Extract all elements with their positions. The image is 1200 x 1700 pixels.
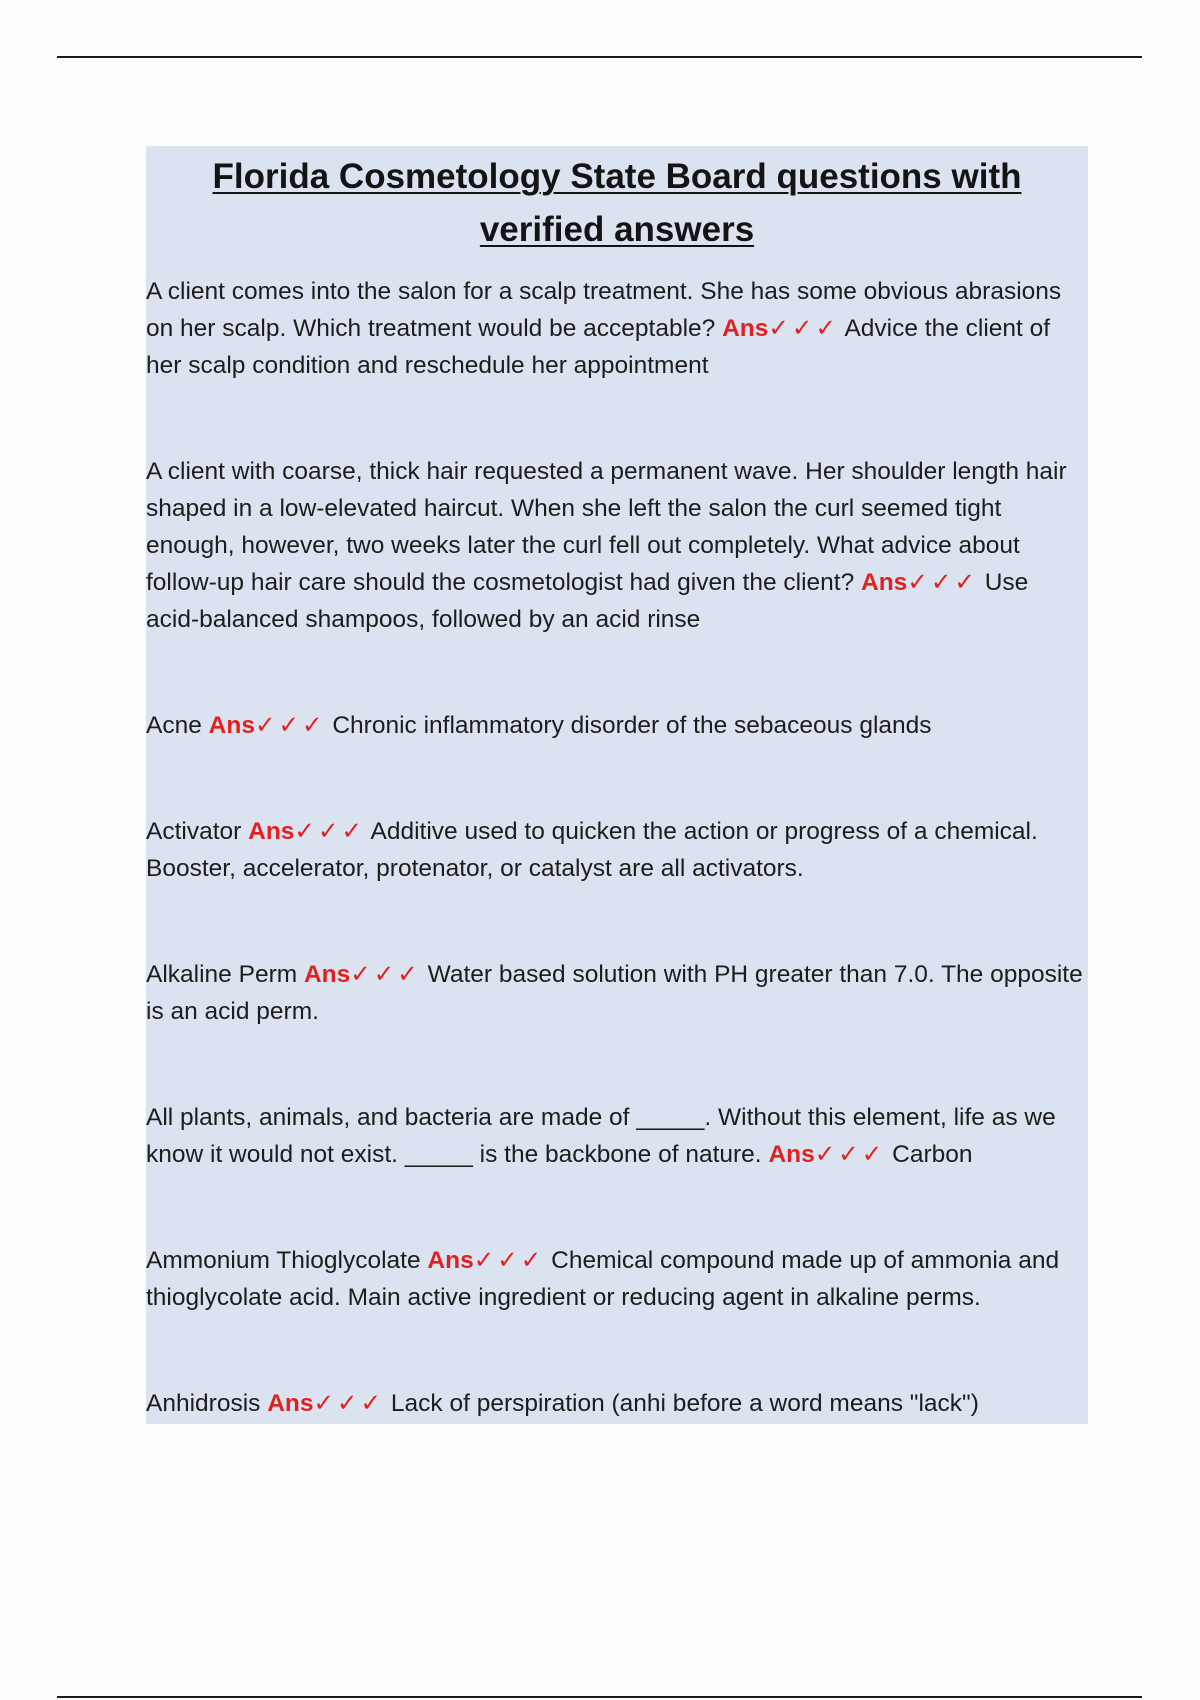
answer-text: Additive used to quicken the action or progress of a chemical. Booster, accelerator, protenator, or catalyst are all activators. [146,818,1038,882]
question-text: Acne [146,712,202,739]
answer-label: Ans [303,961,351,988]
check-marks: ✓✓✓ [350,961,421,988]
answer-label: Ans [248,818,295,845]
answer-text: Chronic inflammatory disorder of the sebaceous glands [332,712,932,739]
answer-label: Ans [427,1247,474,1274]
answer-text: Use acid-balanced shampoos, followed by an acid rinse [146,569,1029,633]
check-marks: ✓✓✓ [473,1247,545,1274]
header-rule [57,56,1142,58]
qa-entry [146,956,1088,1030]
qa-entry [146,707,1088,744]
qa-entry [146,453,1088,638]
document-title: Florida Cosmetology State Board questions with verified answers [212,157,1022,249]
answer-label: Ans [768,1141,815,1168]
answer-label: Ans [267,1390,314,1417]
check-marks: ✓✓✓ [907,569,978,596]
answer-text: Advice the client of her scalp condition and reschedule her appointment [146,315,1051,379]
question-text: A client comes into the salon for a scalp treatment. She has some obvious abrasions on her scalp. Which treatment would be acceptable? [146,278,1062,342]
qa-entry [146,813,1088,887]
answer-text: Chemical compound made up of ammonia and thioglycolate acid. Main active ingredient or reducing agent in alkaline perms. [146,1247,1060,1311]
answer-text: Lack of perspiration (anhi before a word means "lack") [390,1390,979,1417]
answer-label: Ans [861,569,908,596]
qa-entry [146,273,1088,384]
footer-rule [57,1696,1142,1698]
question-text: Activator [146,818,242,845]
answer-text: Carbon [892,1141,973,1168]
qa-entry [146,1099,1088,1173]
check-marks: ✓✓✓ [254,712,326,739]
question-text: Alkaline Perm [146,961,298,988]
question-text: Anhidrosis [146,1390,261,1417]
document-body [146,146,1088,1424]
answer-label: Ans [208,712,255,739]
question-text: A client with coarse, thick hair requested a permanent wave. Her shoulder length hair shaped in a low-elevated haircut. When she left the salon the curl seemed tight enough, however, two weeks later the curl fell out completely. What advice about follow-up hair care should the cosmetologist had given the client? [146,458,1067,596]
qa-entry [146,1242,1088,1316]
check-marks: ✓✓✓ [814,1141,886,1168]
check-marks: ✓✓✓ [768,315,839,342]
question-text: Ammonium Thioglycolate [146,1247,421,1274]
answer-text: Water based solution with PH greater than 7.0. The opposite is an acid perm. [146,961,1083,1025]
qa-list [146,273,1088,1422]
answer-label: Ans [722,315,769,342]
question-text: All plants, animals, and bacteria are made of _____. Without this element, life as we know it would not exist. _____ is the backbone of nature. [146,1104,1056,1168]
check-marks: ✓✓✓ [313,1390,385,1417]
qa-entry [146,1385,1088,1422]
check-marks: ✓✓✓ [294,818,366,845]
